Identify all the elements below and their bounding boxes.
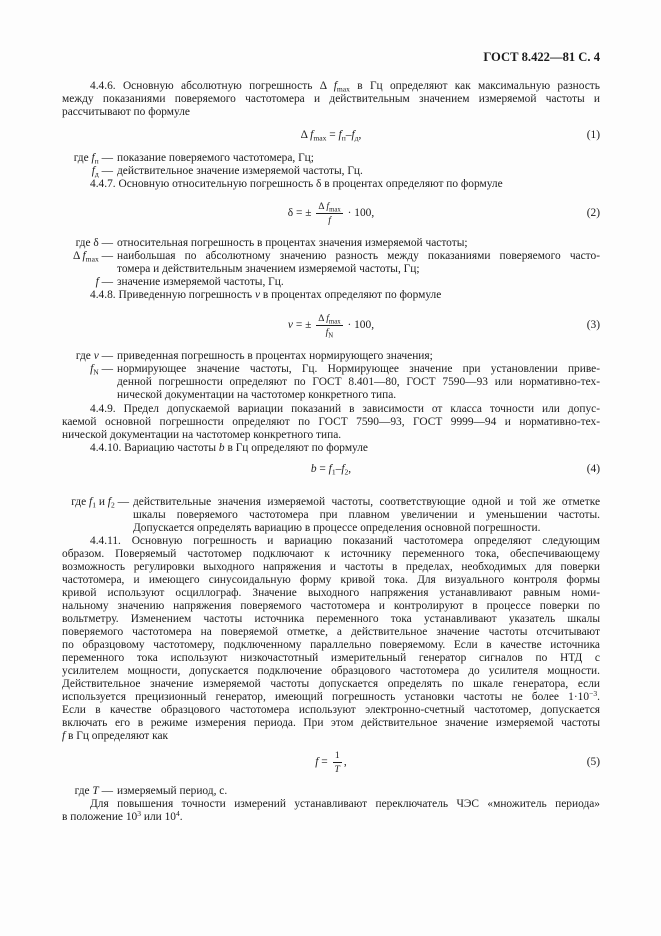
definition-text bbox=[117, 237, 600, 250]
text-run: – bbox=[345, 128, 352, 141]
text-line: наибольшая по абсолютному значению разность между показаниями поверяемого часто- bbox=[117, 249, 600, 262]
text-line: образом. Поверяемый частотомер подключают к источнику переменного тока, обеспечивающему bbox=[62, 547, 600, 560]
italic-symbol: f bbox=[89, 495, 93, 508]
text-run: 4.4.10. Вариацию частоты bbox=[90, 441, 219, 454]
text-line: измеряемый период, с. bbox=[117, 784, 228, 797]
subscript: N bbox=[328, 332, 334, 340]
text-line: действительные значения измеряемой частоты, соответствующие одной и той же отметке bbox=[133, 495, 600, 508]
definition-row bbox=[62, 276, 600, 289]
text-line: 4.4.7. Основную относительную погрешность δ в процентах определяют по формуле bbox=[90, 177, 503, 190]
subscript: max bbox=[85, 254, 99, 263]
clause-4-4-8 bbox=[62, 289, 600, 302]
fraction-numerator bbox=[316, 313, 342, 326]
text-line bbox=[62, 80, 600, 93]
italic-symbol: f bbox=[326, 200, 330, 212]
text-run: 4.4.8. Приведенную погрешность bbox=[90, 288, 255, 301]
page-header: ГОСТ 8.422—81 С. 4 bbox=[483, 50, 600, 64]
text-line: Если в качестве образцового частотомера используют электронно-счетный частотомер, допускается bbox=[62, 703, 600, 716]
text-line: шкалы поверяемого частотомера при плавном увеличении и уменьшении частоты. bbox=[133, 508, 600, 521]
superscript: 4 bbox=[176, 808, 180, 818]
subscript: 1 bbox=[331, 467, 336, 476]
definition-row bbox=[62, 165, 600, 178]
text-run: Δ bbox=[318, 312, 327, 324]
fraction-denominator bbox=[326, 214, 333, 226]
formula-3 bbox=[62, 311, 600, 339]
definitions-5 bbox=[62, 785, 600, 798]
text-run: , bbox=[358, 128, 362, 141]
definition-symbol bbox=[62, 363, 113, 376]
text-line: 4.4.11. Основную погрешность и вариацию показаний частотомера определяют следующим bbox=[90, 534, 600, 547]
formula-number: (5) bbox=[586, 756, 600, 768]
text-line: действительное значение измеряемой частоты, Гц. bbox=[117, 164, 363, 177]
formula-expression bbox=[311, 463, 351, 476]
subscript: 2 bbox=[110, 500, 115, 509]
definition-row bbox=[62, 785, 600, 798]
clause-4-4-6 bbox=[62, 80, 600, 119]
italic-symbol: f bbox=[341, 462, 345, 475]
italic-symbol: f bbox=[326, 312, 329, 324]
text-line: нальному значению напряжения поверяемого частотомера и контролируют в процессе поверки по bbox=[62, 599, 600, 612]
text-line bbox=[62, 730, 600, 743]
subscript: max bbox=[328, 318, 341, 326]
text-line: нической документации на частотомер конкретного типа. bbox=[62, 428, 342, 441]
definitions-4 bbox=[62, 496, 600, 535]
text-line: каемой основной погрешности определяют по ГОСТ 7590—93, ГОСТ 9999—94 и нормативно-тех- bbox=[62, 415, 600, 428]
text-line: по образцовому частотомеру, подключенному параллельно поверяемому. Если в качестве источника bbox=[62, 638, 600, 651]
fraction bbox=[316, 313, 342, 338]
subscript: п bbox=[341, 133, 346, 142]
text-run: — bbox=[114, 495, 129, 508]
subscript: д bbox=[94, 169, 99, 178]
text-line: усилителем мощности, допускается подключение образцового частотомера до усилителя мощности. bbox=[62, 664, 600, 677]
text-line: приведенная погрешность в процентах нормирующего значения; bbox=[117, 349, 433, 362]
fraction bbox=[333, 750, 342, 775]
text-line: рассчитывают по формуле bbox=[62, 106, 190, 118]
text-line: между показаниями поверяемого частотомера и действительным значением измеряемой частоты и bbox=[62, 93, 600, 105]
text-run: 4.4.6. Основную абсолютную погрешность Δ bbox=[90, 80, 334, 92]
definition-symbol bbox=[62, 250, 113, 263]
text-line bbox=[62, 808, 600, 824]
definition-text bbox=[117, 785, 600, 798]
italic-symbol: f bbox=[310, 128, 314, 141]
text-run: — bbox=[98, 164, 113, 177]
text-line: 4.4.9. Предел допускаемой вариации показаний в зависимости от класса точности или допус- bbox=[90, 402, 600, 415]
subscript: N bbox=[93, 367, 99, 376]
text-line: переменного тока используют низкочастотный измерительный генератор сигналов по НТД с bbox=[62, 651, 600, 664]
text-run: . bbox=[597, 690, 600, 703]
definitions-3 bbox=[62, 350, 600, 402]
formula-5 bbox=[62, 748, 600, 776]
text-run: Δ bbox=[318, 200, 327, 212]
definition-text bbox=[117, 250, 600, 276]
fraction-denominator bbox=[333, 763, 342, 775]
definition-text bbox=[117, 152, 600, 165]
text-run: — bbox=[98, 784, 113, 797]
italic-symbol: f bbox=[107, 495, 111, 508]
text-run: в Гц определяют как bbox=[65, 729, 169, 742]
definition-text bbox=[117, 276, 600, 289]
text-run: или 10 bbox=[141, 810, 176, 823]
text-run: в Гц определяют как максимальную разность bbox=[349, 80, 600, 92]
fraction-denominator bbox=[324, 326, 336, 338]
italic-symbol: f bbox=[338, 128, 342, 141]
subscript: 2 bbox=[344, 467, 349, 476]
italic-symbol: f bbox=[315, 756, 319, 768]
document-body bbox=[62, 80, 600, 824]
subscript: 1 bbox=[92, 500, 96, 509]
clause-4-4-11 bbox=[62, 535, 600, 743]
text-run: = bbox=[326, 128, 339, 141]
text-line: включать его в режиме измерения периода. При этом действительное значение измеряемой частоты bbox=[62, 716, 600, 729]
clause-4-4-9 bbox=[62, 403, 600, 442]
subscript: д bbox=[354, 133, 359, 142]
text-run: Δ bbox=[72, 249, 83, 262]
text-line: Для повышения точности измерений устанавливают переключатель ЧЭС «множитель периода» bbox=[90, 797, 600, 810]
text-run: в положение 10 bbox=[62, 810, 138, 823]
text-run: — bbox=[98, 275, 113, 288]
definition-text bbox=[117, 363, 600, 402]
definition-symbol bbox=[62, 165, 113, 178]
text-line: Допускается определять вариацию в процессе определения основной погрешности. bbox=[133, 521, 541, 534]
italic-symbol: f bbox=[328, 462, 332, 475]
text-run: где bbox=[75, 349, 94, 362]
text-run: · 100, bbox=[344, 207, 375, 219]
text-run: — bbox=[98, 362, 113, 375]
italic-symbol: f bbox=[325, 326, 329, 338]
formula-expression bbox=[288, 199, 374, 227]
text-line: томера и действительным значением измеряемой частоты, Гц; bbox=[117, 262, 420, 275]
text-line: нической документации на частотомер конкретного типа. bbox=[117, 388, 397, 401]
definition-row bbox=[62, 496, 600, 535]
italic-symbol: f bbox=[91, 164, 95, 177]
formula-expression bbox=[288, 311, 374, 339]
formula-number: (2) bbox=[586, 207, 600, 219]
italic-symbol: f bbox=[351, 128, 355, 141]
definition-row bbox=[62, 350, 600, 363]
text-run: где bbox=[73, 151, 92, 164]
text-run: — bbox=[98, 151, 113, 164]
text-line: Действительное значение измеряемой частоты допускается определять по шкале генератора, если bbox=[62, 677, 600, 690]
definition-row bbox=[62, 363, 600, 402]
definition-symbol bbox=[62, 785, 113, 798]
italic-symbol: T bbox=[334, 763, 340, 775]
text-run: в Гц определяют по формуле bbox=[224, 441, 368, 454]
formula-number: (4) bbox=[586, 462, 600, 475]
text-run: , bbox=[343, 756, 347, 768]
fraction-numerator bbox=[316, 201, 342, 214]
superscript: 3 bbox=[137, 808, 142, 818]
text-line bbox=[62, 442, 600, 455]
text-line: вольтметру. Изменением частоты источника переменного тока устанавливают указатель шкалы bbox=[62, 612, 600, 625]
text-run: где bbox=[74, 784, 93, 797]
definition-row bbox=[62, 250, 600, 276]
definition-text bbox=[117, 165, 600, 178]
text-run: = bbox=[316, 462, 329, 475]
text-run: , bbox=[348, 462, 352, 475]
subscript: max bbox=[329, 206, 341, 214]
note-paragraph bbox=[62, 798, 600, 824]
italic-symbol: T bbox=[92, 784, 99, 797]
italic-symbol: f bbox=[82, 249, 86, 262]
definition-symbol bbox=[62, 350, 113, 363]
italic-symbol: b bbox=[218, 441, 225, 454]
text-run: = bbox=[318, 756, 331, 768]
text-run: и bbox=[95, 495, 108, 508]
subscript: max bbox=[336, 84, 350, 94]
italic-symbol: v bbox=[254, 288, 261, 301]
definitions-2 bbox=[62, 237, 600, 289]
text-run: Δ bbox=[300, 128, 311, 141]
text-line bbox=[62, 688, 600, 704]
text-run: δ = ± bbox=[287, 207, 315, 219]
definitions-1 bbox=[62, 152, 600, 178]
formula-number: (1) bbox=[586, 128, 600, 141]
text-line: кривой используют осциллограф. Значение выходного напряжения устанавливают равным номи- bbox=[62, 586, 600, 599]
formula-2 bbox=[62, 199, 600, 227]
definition-text bbox=[133, 496, 600, 535]
text-line bbox=[62, 289, 600, 302]
text-line: частотомера, и имеющего синусоидальную форму кривой тока. Для визуального контроля формы bbox=[62, 573, 600, 586]
text-line: значение измеряемой частоты, Гц. bbox=[117, 275, 284, 288]
text-line: нормирующее значение частоты, Гц. Нормирующее значение при установлении приве- bbox=[117, 362, 600, 375]
italic-symbol: b bbox=[310, 462, 317, 475]
definition-symbol bbox=[62, 276, 113, 289]
subscript: max bbox=[313, 133, 327, 142]
definition-symbol bbox=[62, 496, 129, 509]
definition-symbol: где δ — bbox=[75, 236, 113, 249]
text-run: – bbox=[335, 462, 342, 475]
text-run: — bbox=[98, 349, 113, 362]
text-run: где bbox=[71, 495, 90, 508]
text-line: денной погрешности определяют по ГОСТ 8.401—80, ГОСТ 7590—93 или нормативно-тех- bbox=[117, 375, 600, 388]
clause-4-4-10 bbox=[62, 442, 600, 455]
superscript: −3 bbox=[589, 688, 598, 698]
definition-row bbox=[62, 237, 600, 250]
fraction bbox=[316, 201, 342, 226]
text-run: = ± bbox=[292, 319, 315, 331]
formula-number: (3) bbox=[586, 319, 600, 331]
text-line: возможность регулировки выходного напряжения и частоты в пределах, необходимых для поверки bbox=[62, 560, 600, 573]
italic-symbol: f bbox=[333, 80, 337, 92]
italic-symbol: f bbox=[95, 275, 99, 288]
clause-4-4-7 bbox=[62, 178, 600, 191]
italic-symbol: f bbox=[91, 151, 95, 164]
italic-symbol: v bbox=[287, 319, 293, 331]
definition-symbol bbox=[62, 152, 113, 165]
text-run: в процентах определяют по формуле bbox=[260, 288, 442, 301]
italic-symbol: f bbox=[62, 729, 66, 742]
definition-text bbox=[117, 350, 600, 363]
definition-row bbox=[62, 152, 600, 165]
text-run: · 100, bbox=[344, 319, 375, 331]
formula-1 bbox=[62, 129, 600, 142]
italic-symbol: f bbox=[328, 214, 331, 226]
fraction-numerator bbox=[333, 750, 342, 763]
text-line: показание поверяемого частотомера, Гц; bbox=[117, 151, 314, 164]
formula-expression bbox=[315, 748, 347, 776]
italic-symbol: f bbox=[90, 362, 94, 375]
formula-4 bbox=[62, 463, 600, 476]
formula-expression bbox=[301, 129, 362, 142]
subscript: п bbox=[94, 156, 99, 165]
text-run: 1 bbox=[334, 749, 340, 761]
text-line: относительная погрешность в процентах значения измеряемой частоты; bbox=[117, 236, 468, 249]
text-run: используется прецизионный генератор, имеющий погрешность установки частоты не более 1·10 bbox=[62, 690, 590, 703]
italic-symbol: v bbox=[93, 349, 99, 362]
text-run: . bbox=[179, 810, 183, 823]
text-line: поверяемого частотомера на поверяемой отметке, а действительное значение частоты отсчитывают bbox=[62, 625, 600, 638]
text-run: — bbox=[98, 249, 113, 262]
